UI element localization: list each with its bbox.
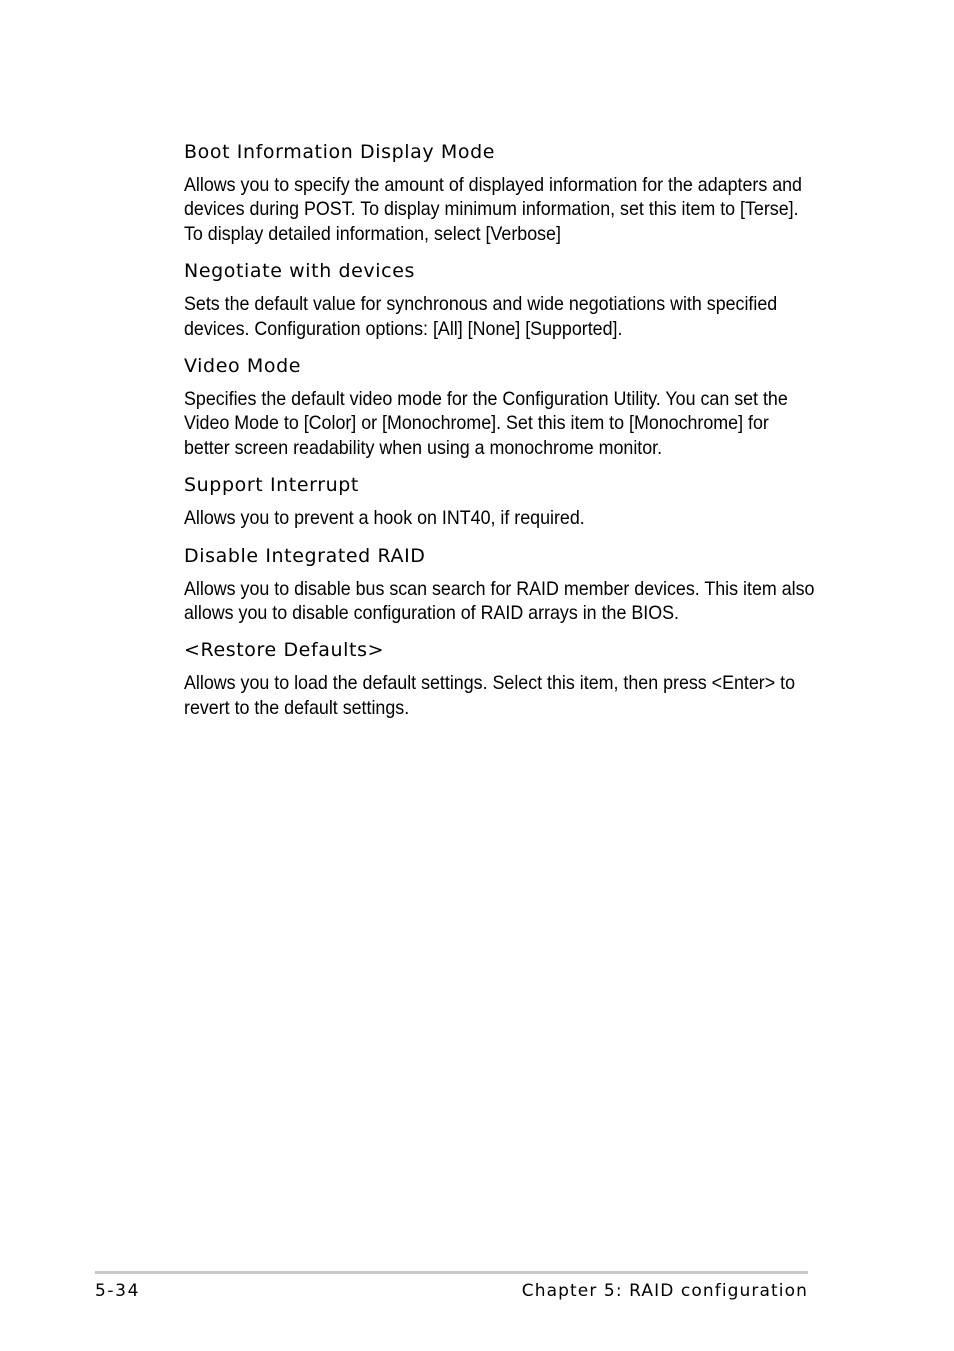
section-heading: Negotiate with devices <box>184 260 415 283</box>
section-restore-defaults <box>184 637 814 721</box>
section-heading: Boot Information Display Mode <box>184 141 496 163</box>
section-support-interrupt <box>184 472 814 531</box>
section-body: Allows you to specify the amount of displayed information for the adapters and devices during POST. To display minimum information, set this item to [Terse]. To display detailed information, select [Verbose] <box>184 175 802 245</box>
page-number: 5-34 <box>95 1281 140 1301</box>
section-boot-information-display-mode <box>184 139 814 247</box>
section-body: Allows you to prevent a hook on INT40, if required. <box>184 508 585 530</box>
section-video-mode <box>184 353 814 461</box>
section-disable-integrated-raid <box>184 543 814 627</box>
section-heading: Support Interrupt <box>184 474 359 497</box>
section-body: Allows you to load the default settings. Select this item, then press <Enter> to revert to the default settings. <box>184 673 796 719</box>
chapter-title: Chapter 5: RAID configuration <box>521 1281 808 1301</box>
section-heading: <Restore Defaults> <box>184 639 385 662</box>
section-body: Sets the default value for synchronous and wide negotiations with specified devices. Configuration options: [All] [None] [Supported]. <box>184 294 778 340</box>
document-content <box>184 139 814 732</box>
footer-divider <box>95 1271 808 1274</box>
section-heading: Video Mode <box>184 355 302 378</box>
section-body: Specifies the default video mode for the Configuration Utility. You can set the Video Mode to [Color] or [Monochrome]. Set this item to [Monochrome] for better screen readability when using a monochrome monitor. <box>184 389 788 459</box>
section-negotiate-with-devices <box>184 258 814 342</box>
section-heading: Disable Integrated RAID <box>184 544 426 567</box>
section-body: Allows you to disable bus scan search for RAID member devices. This item also allows you to disable configuration of RAID arrays in the BIOS. <box>184 578 815 625</box>
